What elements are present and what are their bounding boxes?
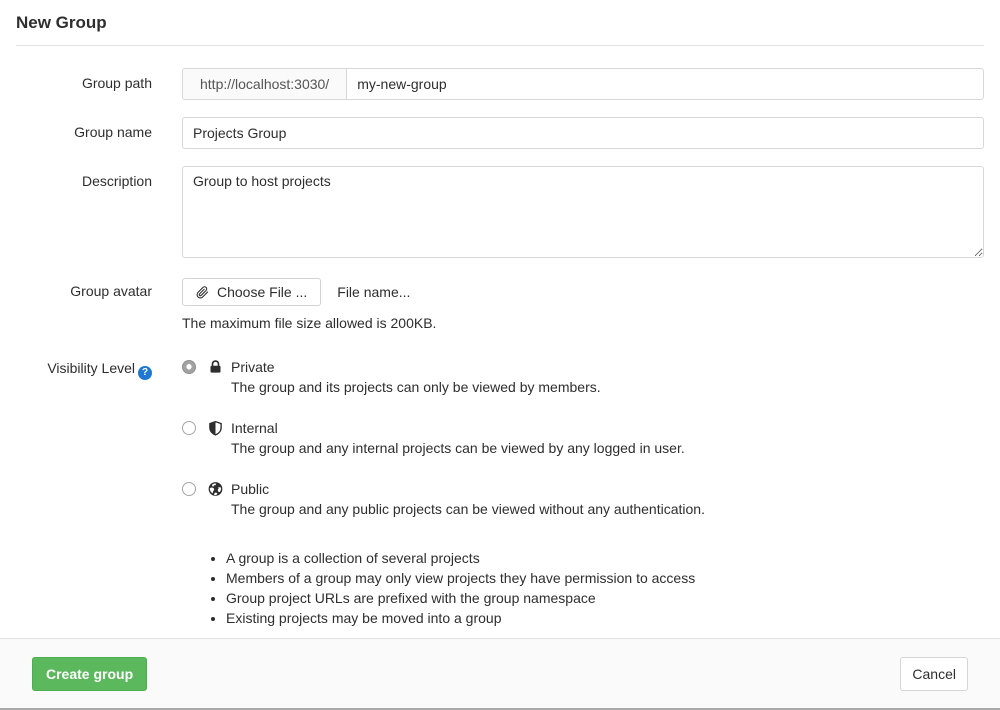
visibility-option-internal (182, 418, 984, 459)
group-name-label: Group name (74, 124, 152, 140)
radio-private[interactable] (182, 360, 196, 374)
radio-public[interactable] (182, 482, 196, 496)
choose-file-button[interactable] (182, 278, 321, 306)
group-path-url-prefix: http://localhost:3030/ (182, 68, 346, 100)
create-group-button[interactable]: Create group (32, 657, 147, 691)
description-row (16, 166, 984, 261)
visibility-option-private (182, 357, 984, 398)
description-label: Description (81, 173, 152, 189)
list-item: • Group project URLs are prefixed with the group namespace (226, 588, 984, 608)
page-title: New Group (16, 0, 984, 46)
option-desc-public: The group and any public projects can be viewed without any authentication. (231, 501, 705, 517)
paperclip-icon (196, 286, 209, 299)
file-name-text: File name... (337, 284, 411, 300)
new-group-form (16, 68, 984, 628)
list-item: • A group is a collection of several projects (226, 548, 984, 568)
group-name-input[interactable] (182, 117, 984, 149)
visibility-label: Visibility Level (47, 360, 135, 376)
avatar-size-hint: The maximum file size allowed is 200KB. (182, 315, 437, 331)
cancel-button[interactable]: Cancel (900, 657, 968, 691)
choose-file-label: Choose File ... (217, 284, 308, 300)
group-name-row (16, 117, 984, 149)
radio-internal[interactable] (182, 421, 196, 435)
option-name-public[interactable]: Public (231, 481, 270, 497)
lock-icon (208, 359, 223, 375)
description-textarea[interactable] (182, 166, 984, 258)
visibility-label-wrap (16, 357, 182, 628)
group-avatar-row (16, 278, 984, 331)
form-actions-bar (0, 638, 1000, 710)
option-desc-private: The group and its projects can only be viewed by members. (231, 379, 601, 395)
option-name-private[interactable]: Private (231, 359, 275, 375)
visibility-row (16, 357, 984, 628)
list-item: • Members of a group may only view projects they have permission to access (226, 568, 984, 588)
group-path-label: Group path (81, 75, 152, 91)
visibility-option-public (182, 479, 984, 520)
group-path-row (16, 68, 984, 100)
earth-icon (208, 481, 223, 497)
group-info-list (182, 548, 984, 628)
shield-icon (208, 420, 223, 436)
group-avatar-label: Group avatar (70, 283, 152, 299)
group-path-input[interactable] (346, 68, 984, 100)
help-icon[interactable]: ? (138, 366, 152, 380)
option-name-internal[interactable]: Internal (231, 420, 278, 436)
list-item: • Existing projects may be moved into a group (226, 608, 984, 628)
option-desc-internal: The group and any internal projects can be viewed by any logged in user. (231, 440, 685, 456)
